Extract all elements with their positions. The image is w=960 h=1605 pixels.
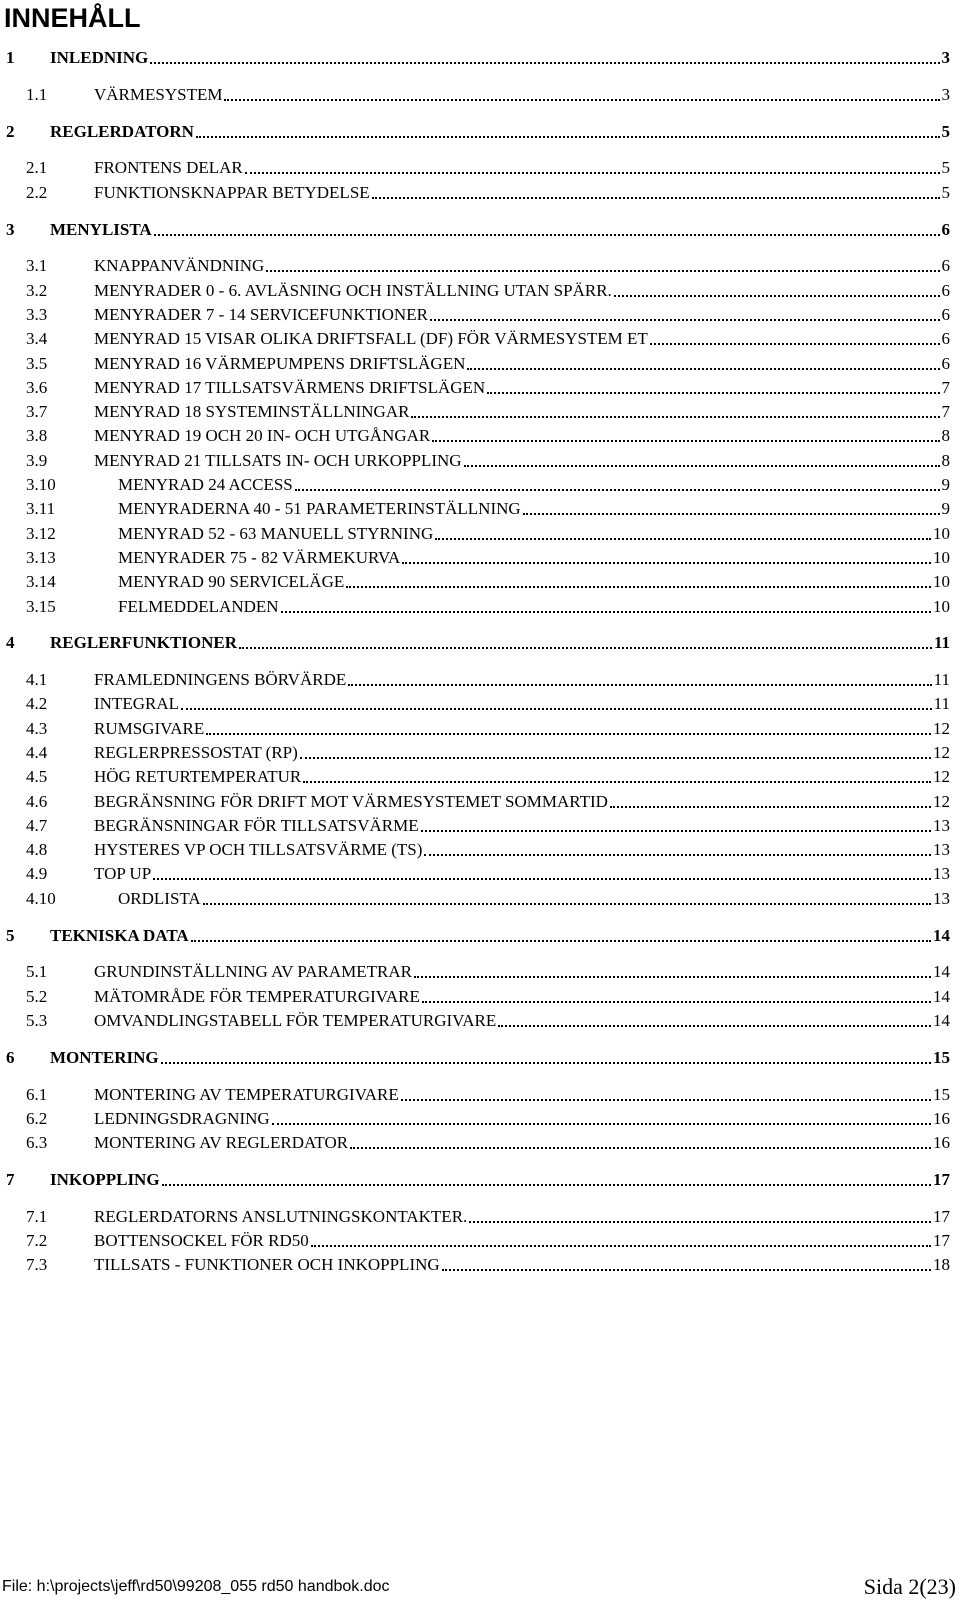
toc-section-entry[interactable] xyxy=(6,788,950,812)
dot-leader xyxy=(154,233,940,236)
toc-section-entry[interactable] xyxy=(6,154,950,178)
toc-entry-number: 1.1 xyxy=(26,85,48,104)
toc-section-entry[interactable] xyxy=(6,983,950,1007)
toc-entry-page: 11 xyxy=(933,633,950,652)
toc-section-entry[interactable] xyxy=(6,1227,950,1251)
toc-chapter-entry[interactable] xyxy=(6,922,950,946)
toc-entry-page: 17 xyxy=(933,1231,950,1250)
toc-entry-number: 3.4 xyxy=(26,329,48,348)
toc-section-entry[interactable] xyxy=(6,544,950,568)
toc-entry-page: 11 xyxy=(933,670,950,689)
dot-leader xyxy=(311,1244,931,1247)
toc-entry-page: 6 xyxy=(941,354,950,373)
page-title: INNEHÅLL xyxy=(4,3,141,33)
toc-entry-title: MENYRAD 17 TILLSATSVÄRMENS DRIFTSLÄGEN xyxy=(94,378,486,397)
toc-entry-title: MENYRAD 16 VÄRMEPUMPENS DRIFTSLÄGEN xyxy=(94,354,466,373)
toc-entry-page: 6 xyxy=(941,281,950,300)
toc-entry-title: FRAMLEDNINGENS BÖRVÄRDE xyxy=(94,670,347,689)
toc-entry-number: 6.1 xyxy=(26,1085,48,1104)
dot-leader xyxy=(346,585,931,588)
toc-entry-number: 7 xyxy=(6,1170,15,1189)
toc-entry-title: BEGRÄNSNINGAR FÖR TILLSATSVÄRME xyxy=(94,816,419,835)
toc-entry-page: 13 xyxy=(933,889,950,908)
toc-entry-number: 1 xyxy=(6,48,15,67)
toc-entry-title: GRUNDINSTÄLLNING AV PARAMETRAR xyxy=(94,962,413,981)
toc-section-entry[interactable] xyxy=(6,1105,950,1129)
toc-entry-title: MENYRAD 21 TILLSATS IN- OCH URKOPPLING xyxy=(94,451,462,470)
toc-section-entry[interactable] xyxy=(6,1007,950,1031)
toc-entry-number: 3.1 xyxy=(26,256,48,275)
toc-section-entry[interactable] xyxy=(6,812,950,836)
dot-leader xyxy=(442,1268,931,1271)
dot-leader xyxy=(421,829,931,832)
dot-leader xyxy=(402,561,931,564)
toc-entry-page: 17 xyxy=(933,1170,950,1189)
toc-entry-page: 13 xyxy=(933,816,950,835)
toc-entry-title: MENYRAD 19 OCH 20 IN- OCH UTGÅNGAR xyxy=(94,426,431,445)
toc-entry-title: MONTERING xyxy=(50,1048,159,1067)
dot-leader xyxy=(300,756,931,759)
toc-entry-page: 6 xyxy=(941,329,950,348)
dot-leader xyxy=(153,877,931,880)
dot-leader xyxy=(281,610,931,613)
toc-entry-title: HYSTERES VP OCH TILLSATSVÄRME (TS) xyxy=(94,840,423,859)
toc-section-entry[interactable] xyxy=(6,885,950,909)
toc-entry-title: MENYRADER 0 - 6. AVLÄSNING OCH INSTÄLLNING UTAN SPÄRR. xyxy=(94,281,612,300)
toc-entry-number: 2 xyxy=(6,122,15,141)
toc-entry-number: 3 xyxy=(6,220,15,239)
dot-leader xyxy=(295,488,940,491)
toc-entry-title: MENYRAD 90 SERVICELÄGE xyxy=(118,572,345,591)
dot-leader xyxy=(430,318,940,321)
toc-entry-number: 5.3 xyxy=(26,1011,48,1030)
toc-entry-page: 17 xyxy=(933,1207,950,1226)
toc-entry-number: 7.2 xyxy=(26,1231,48,1250)
toc-entry-page: 15 xyxy=(933,1048,950,1067)
dot-leader xyxy=(162,1183,931,1186)
toc-section-entry[interactable] xyxy=(6,81,950,105)
dot-leader xyxy=(266,269,939,272)
toc-entry-title: FUNKTIONSKNAPPAR BETYDELSE xyxy=(94,183,370,202)
dot-leader xyxy=(464,464,940,467)
dot-leader xyxy=(181,707,932,710)
toc-entry-title: MENYRADER 7 - 14 SERVICEFUNKTIONER xyxy=(94,305,428,324)
toc-entry-title: MENYLISTA xyxy=(50,220,152,239)
toc-entry-title: TEKNISKA DATA xyxy=(50,926,189,945)
toc-entry-title: HÖG RETURTEMPERATUR xyxy=(94,767,302,786)
toc-entry-number: 3.8 xyxy=(26,426,48,445)
toc-entry-page: 11 xyxy=(933,694,950,713)
dot-leader xyxy=(523,512,940,515)
toc-entry-number: 7.1 xyxy=(26,1207,48,1226)
dot-leader xyxy=(203,902,931,905)
dot-leader xyxy=(196,135,940,138)
toc-entry-title: BEGRÄNSNING FÖR DRIFT MOT VÄRMESYSTEMET SOMMARTID xyxy=(94,792,608,811)
toc-entry-number: 3.3 xyxy=(26,305,48,324)
toc-entry-page: 12 xyxy=(933,743,950,762)
toc-entry-page: 18 xyxy=(933,1255,950,1274)
toc-entry-page: 8 xyxy=(941,426,950,445)
toc-entry-number: 2.1 xyxy=(26,158,48,177)
toc-section-entry[interactable] xyxy=(6,1129,950,1153)
toc-section-entry[interactable] xyxy=(6,471,950,495)
toc-entry-title: MONTERING AV TEMPERATURGIVARE xyxy=(94,1085,399,1104)
toc-entry-number: 4.6 xyxy=(26,792,48,811)
toc-entry-number: 5.2 xyxy=(26,987,48,1006)
toc-entry-page: 3 xyxy=(941,85,950,104)
toc-entry-number: 4.9 xyxy=(26,864,48,883)
dot-leader xyxy=(414,975,931,978)
toc-entry-page: 14 xyxy=(933,962,950,981)
toc-entry-page: 16 xyxy=(933,1109,950,1128)
toc-section-entry[interactable] xyxy=(6,1203,950,1227)
toc-entry-number: 3.14 xyxy=(26,572,56,591)
toc-chapter-entry[interactable] xyxy=(6,44,950,68)
toc-entry-title: VÄRMESYSTEM xyxy=(94,85,223,104)
toc-entry-title: MENYRAD 18 SYSTEMINSTÄLLNINGAR xyxy=(94,402,410,421)
toc-entry-number: 3.15 xyxy=(26,597,56,616)
toc-entry-page: 14 xyxy=(933,1011,950,1030)
toc-section-entry[interactable] xyxy=(6,1081,950,1105)
toc-entry-title: REGLERPRESSOSTAT (RP) xyxy=(94,743,298,762)
toc-entry-page: 9 xyxy=(941,475,950,494)
toc-chapter-entry[interactable] xyxy=(6,1044,950,1068)
toc-entry-title: TILLSATS - FUNKTIONER OCH INKOPPLING xyxy=(94,1255,440,1274)
toc-entry-page: 7 xyxy=(941,378,950,397)
toc-entry-number: 3.6 xyxy=(26,378,48,397)
toc-section-entry[interactable] xyxy=(6,666,950,690)
toc-entry-number: 4.10 xyxy=(26,889,56,908)
dot-leader xyxy=(224,98,939,101)
dot-leader xyxy=(150,61,939,64)
toc-entry-title: MENYRADER 75 - 82 VÄRMEKURVA xyxy=(118,548,401,567)
toc-section-entry[interactable] xyxy=(6,325,950,349)
toc-entry-title: REGLERFUNKTIONER xyxy=(50,633,238,652)
footer-file-path: File: h:\projects\jeff\rd50\99208_055 rd50 handbok.doc xyxy=(2,1578,390,1595)
toc-entry-title: FRONTENS DELAR xyxy=(94,158,243,177)
dot-leader xyxy=(401,1098,931,1101)
toc-entry-number: 4.2 xyxy=(26,694,48,713)
toc-section-entry[interactable] xyxy=(6,520,950,544)
toc-entry-number: 6 xyxy=(6,1048,15,1067)
toc-entry-title: REGLERDATORN xyxy=(50,122,194,141)
toc-entry-number: 4.3 xyxy=(26,719,48,738)
toc-section-entry[interactable] xyxy=(6,593,950,617)
toc-entry-title: MENYRAD 24 ACCESS xyxy=(118,475,293,494)
toc-section-entry[interactable] xyxy=(6,447,950,471)
toc-section-entry[interactable] xyxy=(6,739,950,763)
toc-entry-number: 3.2 xyxy=(26,281,48,300)
dot-leader xyxy=(424,853,931,856)
toc-entry-page: 10 xyxy=(933,524,950,543)
toc-entry-number: 6.3 xyxy=(26,1133,48,1152)
toc-entry-page: 5 xyxy=(941,122,950,141)
toc-chapter-entry[interactable] xyxy=(6,216,950,240)
toc-section-entry[interactable] xyxy=(6,568,950,592)
toc-entry-title: TOP UP xyxy=(94,864,152,883)
dot-leader xyxy=(610,805,931,808)
toc-entry-page: 14 xyxy=(933,926,950,945)
toc-section-entry[interactable] xyxy=(6,836,950,860)
toc-entry-number: 3.11 xyxy=(26,499,56,518)
toc-entry-number: 4.1 xyxy=(26,670,48,689)
toc-entry-page: 13 xyxy=(933,864,950,883)
toc-entry-title: MENYRAD 15 VISAR OLIKA DRIFTSFALL (DF) FÖR VÄRMESYSTEM ET xyxy=(94,329,648,348)
toc-entry-page: 5 xyxy=(941,158,950,177)
toc-entry-title: MÄTOMRÅDE FÖR TEMPERATURGIVARE xyxy=(94,987,420,1006)
toc-entry-title: INTEGRAL xyxy=(94,694,179,713)
dot-leader xyxy=(411,415,939,418)
toc-entry-title: MENYRADERNA 40 - 51 PARAMETERINSTÄLLNING xyxy=(118,499,521,518)
toc-entry-number: 7.3 xyxy=(26,1255,48,1274)
toc-section-entry[interactable] xyxy=(6,1251,950,1275)
toc-entry-page: 10 xyxy=(933,597,950,616)
toc-entry-number: 5 xyxy=(6,926,15,945)
toc-entry-number: 3.7 xyxy=(26,402,48,421)
dot-leader xyxy=(422,1000,931,1003)
toc-entry-page: 5 xyxy=(941,183,950,202)
toc-entry-page: 10 xyxy=(933,572,950,591)
toc-section-entry[interactable] xyxy=(6,690,950,714)
dot-leader xyxy=(650,342,940,345)
toc-section-entry[interactable] xyxy=(6,958,950,982)
dot-leader xyxy=(245,171,940,174)
toc-section-entry[interactable] xyxy=(6,422,950,446)
toc-chapter-entry[interactable] xyxy=(6,629,950,653)
dot-leader xyxy=(435,537,931,540)
toc-entry-page: 7 xyxy=(941,402,950,421)
toc-entry-title: MENYRAD 52 - 63 MANUELL STYRNING xyxy=(118,524,434,543)
toc-entry-title: MONTERING AV REGLERDATOR xyxy=(94,1133,349,1152)
toc-entry-title: OMVANDLINGSTABELL FÖR TEMPERATURGIVARE xyxy=(94,1011,497,1030)
toc-entry-number: 4.4 xyxy=(26,743,48,762)
toc-entry-number: 5.1 xyxy=(26,962,48,981)
toc-section-entry[interactable] xyxy=(6,398,950,422)
toc-section-entry[interactable] xyxy=(6,301,950,325)
toc-entry-title: KNAPPANVÄNDNING xyxy=(94,256,265,275)
toc-entry-page: 6 xyxy=(941,256,950,275)
toc-entry-page: 15 xyxy=(933,1085,950,1104)
dot-leader xyxy=(432,439,939,442)
toc-section-entry[interactable] xyxy=(6,277,950,301)
dot-leader xyxy=(350,1146,931,1149)
toc-entry-page: 6 xyxy=(941,305,950,324)
toc-entry-title: RUMSGIVARE xyxy=(94,719,205,738)
dot-leader xyxy=(161,1061,931,1064)
toc-entry-page: 14 xyxy=(933,987,950,1006)
toc-entry-page: 3 xyxy=(941,48,950,67)
toc-entry-title: INLEDNING xyxy=(50,48,149,67)
toc-section-entry[interactable] xyxy=(6,179,950,203)
toc-entry-page: 6 xyxy=(941,220,950,239)
toc-entry-title: INKOPPLING xyxy=(50,1170,160,1189)
toc-entry-page: 8 xyxy=(941,451,950,470)
dot-leader xyxy=(191,939,931,942)
toc-entry-title: BOTTENSOCKEL FÖR RD50 xyxy=(94,1231,309,1250)
toc-entry-title: FELMEDDELANDEN xyxy=(118,597,279,616)
toc-chapter-entry[interactable] xyxy=(6,118,950,142)
dot-leader xyxy=(303,780,931,783)
toc-entry-number: 3.13 xyxy=(26,548,56,567)
dot-leader xyxy=(348,683,931,686)
dot-leader xyxy=(272,1122,931,1125)
dot-leader xyxy=(487,391,939,394)
toc-entry-number: 3.9 xyxy=(26,451,48,470)
toc-entry-page: 13 xyxy=(933,840,950,859)
toc-entry-number: 6.2 xyxy=(26,1109,48,1128)
toc-entry-number: 4 xyxy=(6,633,15,652)
toc-section-entry[interactable] xyxy=(6,715,950,739)
toc-section-entry[interactable] xyxy=(6,350,950,374)
toc-entry-title: ORDLISTA xyxy=(118,889,201,908)
toc-entry-number: 3.12 xyxy=(26,524,56,543)
toc-entry-number: 3.5 xyxy=(26,354,48,373)
toc-entry-number: 2.2 xyxy=(26,183,48,202)
toc-entry-page: 9 xyxy=(941,499,950,518)
toc-entry-number: 4.5 xyxy=(26,767,48,786)
toc-entry-number: 4.8 xyxy=(26,840,48,859)
dot-leader xyxy=(467,367,939,370)
toc-entry-page: 12 xyxy=(933,767,950,786)
dot-leader xyxy=(469,1220,931,1223)
dot-leader xyxy=(372,196,940,199)
dot-leader xyxy=(614,294,940,297)
dot-leader xyxy=(239,646,932,649)
toc-entry-number: 3.10 xyxy=(26,475,56,494)
toc-section-entry[interactable] xyxy=(6,860,950,884)
dot-leader xyxy=(498,1024,931,1027)
toc-entry-number: 4.7 xyxy=(26,816,48,835)
toc-section-entry[interactable] xyxy=(6,374,950,398)
dot-leader xyxy=(206,732,931,735)
toc-entry-title: REGLERDATORNS ANSLUTNINGSKONTAKTER. xyxy=(94,1207,468,1226)
footer-page-number: Sida 2(23) xyxy=(863,1574,956,1599)
toc-chapter-entry[interactable] xyxy=(6,1166,950,1190)
toc-entry-page: 12 xyxy=(933,719,950,738)
toc-section-entry[interactable] xyxy=(6,495,950,519)
toc-section-entry[interactable] xyxy=(6,763,950,787)
toc-entry-page: 12 xyxy=(933,792,950,811)
toc-entry-page: 10 xyxy=(933,548,950,567)
toc-entry-page: 16 xyxy=(933,1133,950,1152)
toc-section-entry[interactable] xyxy=(6,252,950,276)
toc-entry-title: LEDNINGSDRAGNING xyxy=(94,1109,270,1128)
